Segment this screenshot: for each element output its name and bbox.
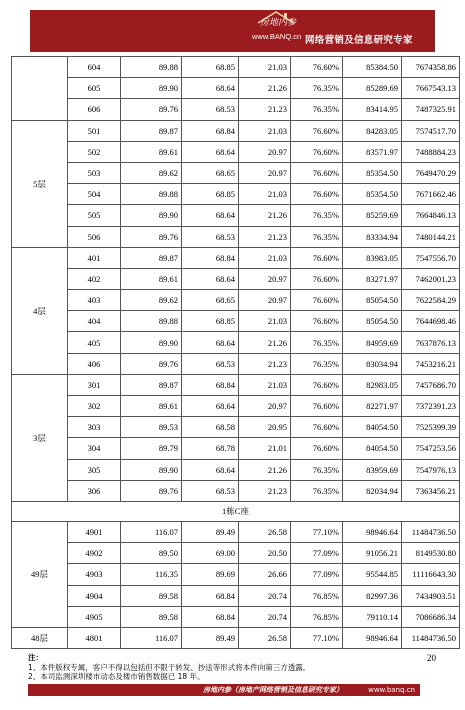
cell-unit-number: 306 <box>68 480 121 501</box>
cell-unit-number: 504 <box>68 184 121 205</box>
page-number: 20 <box>427 653 436 663</box>
cell-unit-price: 85054.50 <box>343 290 402 311</box>
cell-shared-area: 21.26 <box>239 459 291 480</box>
cell-inner-area: 68.84 <box>182 120 239 141</box>
cell-total-price: 7547976.13 <box>402 459 460 480</box>
cell-usage-ratio: 76.60% <box>291 396 343 417</box>
cell-shared-area: 20.97 <box>239 396 291 417</box>
cell-usage-ratio: 76.35% <box>291 205 343 226</box>
table-row <box>12 564 460 585</box>
cell-total-price: 7480144.21 <box>402 226 460 247</box>
cell-floor-area: 89.88 <box>121 311 182 332</box>
table-row <box>12 99 460 120</box>
table-row <box>12 184 460 205</box>
cell-usage-ratio: 76.35% <box>291 226 343 247</box>
cell-floor-area: 89.90 <box>121 332 182 353</box>
cell-floor-area: 89.87 <box>121 247 182 268</box>
table-row <box>12 627 460 648</box>
cell-shared-area: 21.01 <box>239 438 291 459</box>
cell-shared-area: 21.03 <box>239 57 291 78</box>
cell-usage-ratio: 76.60% <box>291 162 343 183</box>
cell-usage-ratio: 76.60% <box>291 184 343 205</box>
cell-total-price: 7372391.23 <box>402 396 460 417</box>
cell-inner-area: 68.53 <box>182 226 239 247</box>
cell-unit-number: 505 <box>68 205 121 226</box>
cell-unit-price: 84054.50 <box>343 417 402 438</box>
cell-unit-number: 501 <box>68 120 121 141</box>
cell-total-price: 7363456.21 <box>402 480 460 501</box>
cell-floor-area: 89.76 <box>121 353 182 374</box>
cell-usage-ratio: 76.35% <box>291 78 343 99</box>
cell-unit-number: 502 <box>68 141 121 162</box>
cell-shared-area: 21.23 <box>239 99 291 120</box>
cell-shared-area: 21.03 <box>239 120 291 141</box>
cell-unit-number: 302 <box>68 396 121 417</box>
cell-floor-area: 89.90 <box>121 459 182 480</box>
cell-total-price: 7667543.13 <box>402 78 460 99</box>
cell-inner-area: 68.84 <box>182 606 239 627</box>
cell-inner-area: 68.84 <box>182 374 239 395</box>
cell-unit-number: 4902 <box>68 543 121 564</box>
note-line-2: 2、本司监测深圳楼市动态及楼市销售数据已 18 年。 <box>28 672 205 681</box>
cell-unit-number: 402 <box>68 268 121 289</box>
cell-shared-area: 20.74 <box>239 585 291 606</box>
cell-shared-area: 20.97 <box>239 268 291 289</box>
cell-unit-price: 82997.36 <box>343 585 402 606</box>
header-banner <box>30 10 435 52</box>
footer-bar <box>28 684 420 696</box>
cell-inner-area: 68.78 <box>182 438 239 459</box>
footer-bar-url: www.banq.cn <box>368 686 415 694</box>
cell-total-price: 7574517.70 <box>402 120 460 141</box>
cell-total-price: 7547253.56 <box>402 438 460 459</box>
floor-label: 4层 <box>12 247 68 374</box>
cell-usage-ratio: 76.85% <box>291 585 343 606</box>
cell-inner-area: 68.85 <box>182 184 239 205</box>
cell-usage-ratio: 76.60% <box>291 438 343 459</box>
cell-floor-area: 89.62 <box>121 290 182 311</box>
cell-floor-area: 89.61 <box>121 141 182 162</box>
cell-total-price: 7649470.29 <box>402 162 460 183</box>
cell-shared-area: 20.50 <box>239 543 291 564</box>
table-row <box>12 205 460 226</box>
table-row <box>12 226 460 247</box>
cell-usage-ratio: 76.60% <box>291 311 343 332</box>
cell-unit-price: 84283.05 <box>343 120 402 141</box>
cell-shared-area: 21.23 <box>239 226 291 247</box>
cell-total-price: 7453216.21 <box>402 353 460 374</box>
floor-label: 5层 <box>12 120 68 247</box>
cell-shared-area: 21.23 <box>239 480 291 501</box>
cell-inner-area: 68.84 <box>182 247 239 268</box>
cell-floor-area: 89.53 <box>121 417 182 438</box>
cell-unit-price: 85054.50 <box>343 311 402 332</box>
building-label: 1栋C座 <box>12 501 460 521</box>
cell-usage-ratio: 77.09% <box>291 543 343 564</box>
building-row <box>12 501 460 521</box>
cell-unit-price: 83571.97 <box>343 141 402 162</box>
cell-unit-price: 83983.05 <box>343 247 402 268</box>
cell-total-price: 8149530.80 <box>402 543 460 564</box>
cell-total-price: 7462001.23 <box>402 268 460 289</box>
table-row <box>12 162 460 183</box>
cell-inner-area: 68.53 <box>182 99 239 120</box>
cell-total-price: 7487325.91 <box>402 99 460 120</box>
table-row <box>12 78 460 99</box>
table-row <box>12 141 460 162</box>
cell-inner-area: 68.65 <box>182 162 239 183</box>
cell-inner-area: 68.64 <box>182 332 239 353</box>
cell-unit-price: 84959.69 <box>343 332 402 353</box>
cell-unit-price: 83334.94 <box>343 226 402 247</box>
floor-label: 49层 <box>12 521 68 627</box>
cell-unit-number: 606 <box>68 99 121 120</box>
cell-floor-area: 89.87 <box>121 120 182 141</box>
cell-unit-price: 83414.95 <box>343 99 402 120</box>
floor-label: 3层 <box>12 374 68 501</box>
cell-inner-area: 68.64 <box>182 396 239 417</box>
floor-label: 48层 <box>12 627 68 648</box>
cell-usage-ratio: 76.60% <box>291 141 343 162</box>
cell-unit-price: 85354.50 <box>343 162 402 183</box>
cell-total-price: 7547556.70 <box>402 247 460 268</box>
cell-floor-area: 116.07 <box>121 521 182 542</box>
cell-floor-area: 89.76 <box>121 226 182 247</box>
cell-usage-ratio: 77.09% <box>291 564 343 585</box>
cell-unit-price: 82034.94 <box>343 480 402 501</box>
cell-unit-number: 4901 <box>68 521 121 542</box>
table-row <box>12 480 460 501</box>
header-title: 网络营销及信息研究专家 <box>305 35 413 46</box>
cell-unit-price: 98946.64 <box>343 627 402 648</box>
cell-usage-ratio: 76.35% <box>291 480 343 501</box>
table-row <box>12 120 460 141</box>
cell-unit-number: 406 <box>68 353 121 374</box>
cell-floor-area: 89.62 <box>121 162 182 183</box>
cell-total-price: 7457686.70 <box>402 374 460 395</box>
cell-floor-area: 89.61 <box>121 396 182 417</box>
table-row <box>12 290 460 311</box>
cell-total-price: 7644698.46 <box>402 311 460 332</box>
cell-floor-area: 89.88 <box>121 57 182 78</box>
cell-usage-ratio: 76.60% <box>291 57 343 78</box>
table-row <box>12 543 460 564</box>
cell-usage-ratio: 76.35% <box>291 99 343 120</box>
cell-usage-ratio: 76.35% <box>291 332 343 353</box>
cell-unit-price: 85384.50 <box>343 57 402 78</box>
cell-shared-area: 21.03 <box>239 184 291 205</box>
cell-unit-price: 83271.97 <box>343 268 402 289</box>
cell-unit-number: 604 <box>68 57 121 78</box>
cell-shared-area: 21.26 <box>239 332 291 353</box>
cell-inner-area: 69.00 <box>182 543 239 564</box>
cell-inner-area: 68.65 <box>182 290 239 311</box>
cell-floor-area: 89.50 <box>121 543 182 564</box>
cell-inner-area: 68.64 <box>182 268 239 289</box>
header-url: www.BANQ.cn <box>252 32 302 41</box>
cell-inner-area: 68.53 <box>182 480 239 501</box>
cell-unit-price: 98946.64 <box>343 521 402 542</box>
cell-inner-area: 68.85 <box>182 311 239 332</box>
cell-inner-area: 68.64 <box>182 459 239 480</box>
cell-shared-area: 20.74 <box>239 606 291 627</box>
cell-shared-area: 21.03 <box>239 247 291 268</box>
cell-total-price: 7671662.46 <box>402 184 460 205</box>
cell-shared-area: 20.95 <box>239 417 291 438</box>
cell-unit-price: 84054.50 <box>343 438 402 459</box>
table-row <box>12 585 460 606</box>
cell-inner-area: 68.64 <box>182 78 239 99</box>
cell-shared-area: 21.03 <box>239 374 291 395</box>
cell-unit-price: 85289.69 <box>343 78 402 99</box>
cell-usage-ratio: 76.35% <box>291 353 343 374</box>
cell-shared-area: 26.58 <box>239 521 291 542</box>
cell-total-price: 7525399.39 <box>402 417 460 438</box>
cell-shared-area: 21.26 <box>239 78 291 99</box>
note-label: 注： <box>28 653 43 662</box>
cell-unit-price: 83034.94 <box>343 353 402 374</box>
cell-total-price: 11484736.50 <box>402 521 460 542</box>
cell-unit-price: 85259.69 <box>343 205 402 226</box>
cell-inner-area: 68.84 <box>182 585 239 606</box>
table-row <box>12 247 460 268</box>
note-line-1: 1、本件版权专属，客户不得以包括但不限于转发、抄送等形式将本件向第三方透露。 <box>28 662 311 672</box>
cell-inner-area: 68.85 <box>182 57 239 78</box>
cell-shared-area: 26.66 <box>239 564 291 585</box>
cell-unit-number: 403 <box>68 290 121 311</box>
table-row <box>12 311 460 332</box>
cell-unit-number: 605 <box>68 78 121 99</box>
cell-total-price: 11484736.50 <box>402 627 460 648</box>
cell-shared-area: 20.97 <box>239 141 291 162</box>
cell-unit-number: 303 <box>68 417 121 438</box>
table-row <box>12 374 460 395</box>
price-table <box>11 56 460 649</box>
cell-unit-price: 83959.69 <box>343 459 402 480</box>
cell-floor-area: 89.61 <box>121 268 182 289</box>
cell-usage-ratio: 76.60% <box>291 417 343 438</box>
cell-unit-number: 4905 <box>68 606 121 627</box>
cell-usage-ratio: 76.85% <box>291 606 343 627</box>
footer-note <box>28 653 420 681</box>
cell-floor-area: 89.76 <box>121 99 182 120</box>
cell-usage-ratio: 76.60% <box>291 120 343 141</box>
cell-usage-ratio: 77.10% <box>291 521 343 542</box>
table-row <box>12 57 460 78</box>
cell-unit-price: 79110.14 <box>343 606 402 627</box>
cell-shared-area: 26.58 <box>239 627 291 648</box>
cell-unit-price: 82271.97 <box>343 396 402 417</box>
table-row <box>12 353 460 374</box>
cell-inner-area: 68.53 <box>182 353 239 374</box>
cell-total-price: 7488884.23 <box>402 141 460 162</box>
cell-total-price: 7637876.13 <box>402 332 460 353</box>
cell-floor-area: 116.07 <box>121 627 182 648</box>
cell-unit-number: 503 <box>68 162 121 183</box>
cell-usage-ratio: 76.35% <box>291 459 343 480</box>
cell-unit-price: 91056.21 <box>343 543 402 564</box>
cell-floor-area: 89.90 <box>121 78 182 99</box>
cell-floor-area: 89.58 <box>121 606 182 627</box>
cell-usage-ratio: 76.60% <box>291 374 343 395</box>
cell-unit-number: 404 <box>68 311 121 332</box>
table-row <box>12 417 460 438</box>
cell-usage-ratio: 76.60% <box>291 290 343 311</box>
cell-unit-number: 4904 <box>68 585 121 606</box>
cell-usage-ratio: 76.60% <box>291 268 343 289</box>
cell-unit-price: 82983.05 <box>343 374 402 395</box>
cell-inner-area: 89.69 <box>182 564 239 585</box>
cell-shared-area: 20.97 <box>239 162 291 183</box>
cell-unit-number: 4903 <box>68 564 121 585</box>
cell-unit-number: 305 <box>68 459 121 480</box>
cell-total-price: 11116643.30 <box>402 564 460 585</box>
table-row <box>12 332 460 353</box>
table-row <box>12 438 460 459</box>
table-row <box>12 268 460 289</box>
cell-total-price: 7086686.34 <box>402 606 460 627</box>
cell-floor-area: 89.88 <box>121 184 182 205</box>
table-row <box>12 521 460 542</box>
cell-floor-area: 89.87 <box>121 374 182 395</box>
table-row <box>12 459 460 480</box>
cell-inner-area: 68.58 <box>182 417 239 438</box>
cell-unit-price: 85354.50 <box>343 184 402 205</box>
cell-unit-number: 304 <box>68 438 121 459</box>
cell-total-price: 7664846.13 <box>402 205 460 226</box>
cell-floor-area: 89.76 <box>121 480 182 501</box>
cell-inner-area: 68.64 <box>182 141 239 162</box>
cell-total-price: 7434903.51 <box>402 585 460 606</box>
cell-unit-number: 4801 <box>68 627 121 648</box>
cell-shared-area: 21.23 <box>239 353 291 374</box>
table-row <box>12 606 460 627</box>
floor-label <box>12 57 68 121</box>
cell-unit-number: 301 <box>68 374 121 395</box>
table-row <box>12 396 460 417</box>
cell-unit-number: 506 <box>68 226 121 247</box>
cell-usage-ratio: 77.10% <box>291 627 343 648</box>
cell-shared-area: 21.26 <box>239 205 291 226</box>
cell-inner-area: 68.64 <box>182 205 239 226</box>
cell-inner-area: 89.49 <box>182 521 239 542</box>
cell-shared-area: 20.97 <box>239 290 291 311</box>
header-logo-text: 房地内参 <box>260 17 297 27</box>
cell-shared-area: 21.03 <box>239 311 291 332</box>
cell-unit-number: 401 <box>68 247 121 268</box>
cell-floor-area: 116.35 <box>121 564 182 585</box>
cell-total-price: 7674358.86 <box>402 57 460 78</box>
footer-bar-text: 房地内参（房地产网络营销及信息研究专家） <box>203 686 343 694</box>
cell-floor-area: 89.79 <box>121 438 182 459</box>
cell-usage-ratio: 76.60% <box>291 247 343 268</box>
cell-unit-price: 95544.85 <box>343 564 402 585</box>
cell-inner-area: 89.49 <box>182 627 239 648</box>
cell-total-price: 7622584.29 <box>402 290 460 311</box>
cell-floor-area: 89.58 <box>121 585 182 606</box>
cell-unit-number: 405 <box>68 332 121 353</box>
cell-floor-area: 89.90 <box>121 205 182 226</box>
